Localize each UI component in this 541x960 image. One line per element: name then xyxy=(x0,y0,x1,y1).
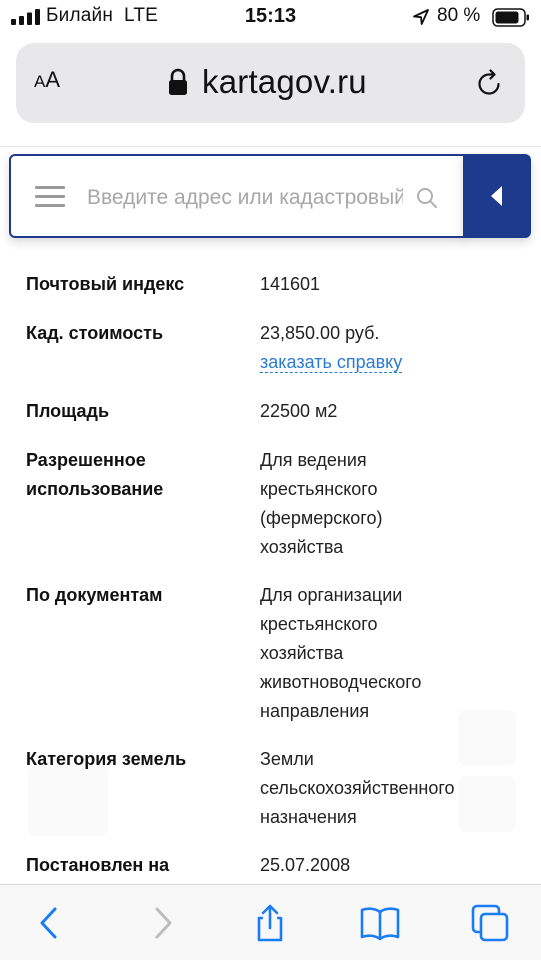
area-label: Площадь xyxy=(26,401,110,421)
carrier-name: Билайн xyxy=(46,5,114,26)
reload-icon[interactable] xyxy=(474,69,504,99)
address-bar[interactable] xyxy=(16,43,525,123)
clock: 15:13 xyxy=(244,5,297,27)
network-type: LTE xyxy=(124,5,159,26)
registered-value: 25.07.2008 xyxy=(260,855,351,875)
area-value: 22500 м2 xyxy=(260,401,338,421)
permitted-use-label: Разрешенное использование xyxy=(26,450,164,499)
caret-left-icon xyxy=(491,186,502,206)
registered-label: Постановлен на xyxy=(26,855,170,875)
divider xyxy=(0,146,541,147)
locate-ghost xyxy=(28,766,108,836)
tabs-icon[interactable] xyxy=(470,903,510,943)
cadastral-cost-label: Кад. стоимость xyxy=(26,323,164,343)
back-icon[interactable] xyxy=(30,903,70,943)
location-arrow-icon xyxy=(412,8,430,26)
collapse-panel-button[interactable] xyxy=(463,154,531,238)
order-certificate-link[interactable]: заказать справку xyxy=(260,352,403,372)
bookmarks-icon[interactable] xyxy=(360,903,400,943)
search-box xyxy=(9,154,465,238)
by-documents-label: По документам xyxy=(26,585,163,605)
battery-percent: 80 % xyxy=(437,5,481,26)
reader-options-button[interactable]: AA xyxy=(34,67,61,92)
postal-code-label: Почтовый индекс xyxy=(26,274,185,294)
search-icon[interactable] xyxy=(416,187,438,209)
permitted-use-value: Для ведения крестьянского (фермерского) хозяйства xyxy=(260,450,383,557)
search-input[interactable] xyxy=(87,184,403,212)
land-category-label: Категория земель xyxy=(26,749,187,769)
by-documents-value: Для организации крестьянского хозяйства животноводческого направления xyxy=(260,585,422,721)
postal-code-value: 141601 xyxy=(260,274,321,294)
browser-toolbar xyxy=(0,884,541,960)
share-icon[interactable] xyxy=(250,903,290,943)
cadastral-cost-value: 23,850.00 руб. xyxy=(260,323,380,343)
status-bar xyxy=(0,0,541,36)
battery-icon xyxy=(492,8,530,27)
land-category-value: Земли сельскохозяйственного назначения xyxy=(260,749,455,827)
menu-icon[interactable] xyxy=(35,186,65,208)
forward-icon[interactable] xyxy=(142,903,182,943)
lock-icon xyxy=(167,68,189,96)
url-text[interactable]: kartagov.ru xyxy=(202,63,367,100)
